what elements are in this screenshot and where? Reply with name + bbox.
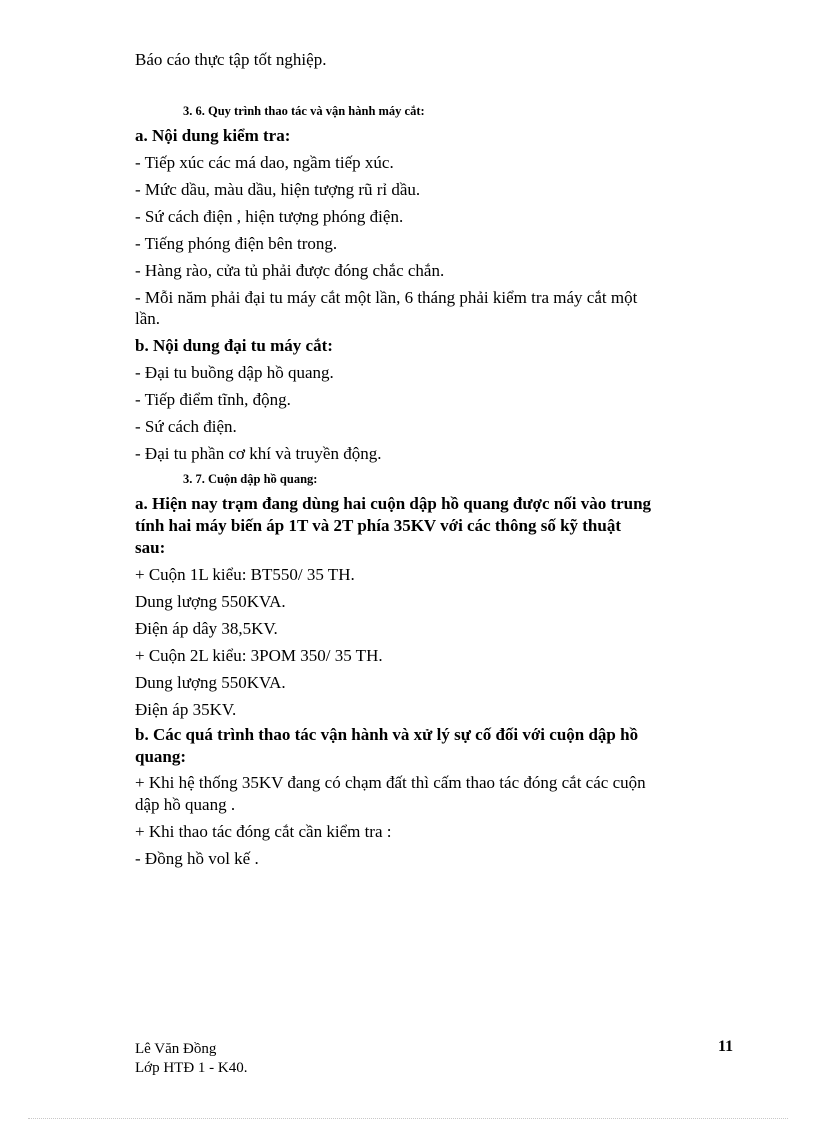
footer-author: Lê Văn Đồng — [135, 1041, 217, 1057]
spec-line: Dung lượng 550KVA. — [135, 673, 286, 692]
list-item: - Sứ cách điện. — [135, 417, 237, 436]
spec-line: Điện áp dây 38,5KV. — [135, 619, 278, 638]
list-item-continuation: lần. — [135, 309, 161, 328]
section-3-7-a-heading-line: tính hai máy biến áp 1T và 2T phía 35KV với các thông số kỹ thuật — [135, 516, 622, 535]
spec-line: + Cuộn 2L kiểu: 3POM 350/ 35 TH. — [135, 646, 383, 665]
list-item-continuation: dập hồ quang . — [135, 795, 236, 814]
list-item: - Tiếng phóng điện bên trong. — [135, 234, 338, 253]
footer-class: Lớp HTĐ 1 - K40. — [135, 1060, 248, 1076]
list-item: - Hàng rào, cửa tủ phải được đóng chắc chắn. — [135, 261, 445, 280]
spec-line: Dung lượng 550KVA. — [135, 592, 286, 611]
section-3-7-a-heading-line: sau: — [135, 538, 166, 557]
list-item: - Mỗi năm phải đại tu máy cắt một lần, 6 tháng phải kiểm tra máy cắt một — [135, 288, 638, 307]
section-3-7-b-heading-line: quang: — [135, 747, 187, 766]
section-3-6-title: 3. 6. Quy trình thao tác và vận hành máy cắt: — [183, 104, 425, 118]
section-3-7-b-heading-line: b. Các quá trình thao tác vận hành và xử lý sự cố đối với cuộn dập hồ — [135, 725, 639, 744]
list-item: - Đại tu buồng dập hồ quang. — [135, 363, 334, 382]
page-bottom-divider — [28, 1118, 788, 1119]
page-number: 11 — [718, 1038, 734, 1055]
spec-line: + Cuộn 1L kiểu: BT550/ 35 TH. — [135, 565, 355, 584]
document-header: Báo cáo thực tập tốt nghiệp. — [135, 50, 327, 69]
section-3-7-a-heading-line: a. Hiện nay trạm đang dùng hai cuộn dập hồ quang được nối vào trung — [135, 494, 652, 513]
list-item: + Khi hệ thống 35KV đang có chạm đất thì cấm thao tác đóng cắt các cuộn — [135, 773, 646, 792]
section-3-7-title: 3. 7. Cuộn dập hồ quang: — [183, 472, 318, 486]
list-item: - Tiếp điểm tĩnh, động. — [135, 390, 291, 409]
section-3-6-a-heading: a. Nội dung kiểm tra: — [135, 126, 291, 145]
list-item: - Đại tu phần cơ khí và truyền động. — [135, 444, 382, 463]
list-item: - Đồng hồ vol kế . — [135, 849, 259, 868]
spec-line: Điện áp 35KV. — [135, 700, 237, 719]
list-item: + Khi thao tác đóng cắt cần kiểm tra : — [135, 822, 392, 841]
section-3-6-b-heading: b. Nội dung đại tu máy cắt: — [135, 336, 333, 355]
list-item: - Sứ cách điện , hiện tượng phóng điện. — [135, 207, 404, 226]
list-item: - Mức dầu, màu dầu, hiện tượng rũ rỉ dầu. — [135, 180, 421, 199]
list-item: - Tiếp xúc các má dao, ngầm tiếp xúc. — [135, 153, 394, 172]
